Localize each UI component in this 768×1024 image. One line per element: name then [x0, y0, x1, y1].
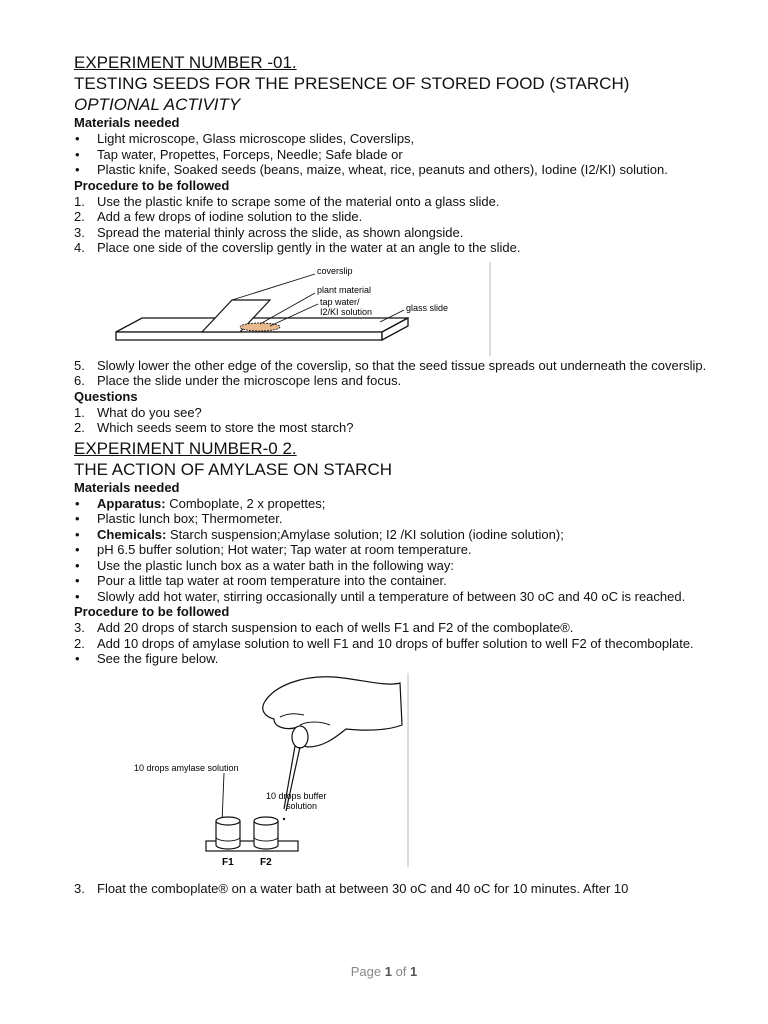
slide-diagram-figure — [74, 256, 724, 358]
list-item: • Pour a little tap water at room temperature into the container. — [74, 573, 724, 589]
well-f2-label: F2 — [260, 856, 272, 868]
list-item: • pH 6.5 buffer solution; Hot water; Tap water at room temperature. — [74, 542, 724, 558]
comboplate-diagram — [124, 673, 424, 869]
list-item: 3. Add 20 drops of starch suspension to each of wells F1 and F2 of the comboplate®. — [74, 620, 574, 635]
list-item: 3. Spread the material thinly across the slide, as shown alongside. — [74, 224, 464, 240]
page-indicator: Page 1 of 1 — [350, 964, 418, 979]
coverslip-label: coverslip — [317, 265, 353, 276]
list-item: • Apparatus: Comboplate, 2 x propettes; — [74, 496, 724, 512]
exp2-materials-list — [74, 496, 724, 605]
ki-solution-label: I2/KI solution — [320, 306, 373, 317]
plant-material-label: plant material — [317, 284, 372, 295]
exp1-materials-heading: Materials needed — [74, 115, 180, 130]
exp2-last-step — [74, 881, 724, 897]
list-item: 2. Add 10 drops of amylase solution to well F1 and 10 drops of buffer solution to well F2 of thecomboplate. — [74, 635, 694, 651]
exp1-subtitle: TESTING SEEDS FOR THE PRESENCE OF STORED FOOD (STARCH) — [74, 74, 630, 93]
buffer-label-line2: solution — [286, 800, 318, 811]
exp1-questions-list — [74, 405, 724, 436]
exp1-questions-heading: Questions — [74, 388, 138, 404]
exp2-procedure-list — [74, 620, 724, 651]
list-item: • See the figure below. — [74, 651, 724, 667]
exp1-optional-activity: OPTIONAL ACTIVITY — [74, 95, 241, 114]
list-item: • Slowly add hot water, stirring occasionally until a temperature of between 30 oC and 40 oC is reached. — [74, 589, 724, 605]
exp1-title: EXPERIMENT NUMBER -01. — [74, 53, 297, 72]
list-item: • Light microscope, Glass microscope slides, Coverslips, — [74, 131, 724, 147]
list-item: • Tap water, Propettes, Forceps, Needle; Safe blade or — [74, 147, 724, 163]
list-item: 2. Add a few drops of iodine solution to the slide. — [74, 209, 363, 224]
exp2-see-figure-list — [74, 651, 724, 667]
exp1-procedure-list-continued — [74, 358, 724, 389]
exp2-title: EXPERIMENT NUMBER-0 2. — [74, 438, 297, 458]
list-item: • Chemicals: Starch suspension;Amylase solution; I2 /KI solution (iodine solution); — [74, 527, 724, 543]
list-item: 1. Use the plastic knife to scrape some of the material onto a glass slide. — [74, 193, 500, 209]
buffer-label-line1: 10 drops buffer — [266, 790, 327, 801]
document-page — [74, 52, 724, 896]
list-item: 3. Float the comboplate® on a water bath at between 30 oC and 40 oC for 10 minutes. After 10 — [74, 880, 629, 896]
well-f1-label: F1 — [222, 856, 234, 868]
exp2-subtitle: THE ACTION OF AMYLASE ON STARCH — [74, 459, 393, 479]
tap-water-label: tap water/ — [320, 296, 360, 307]
exp1-procedure-list — [74, 194, 724, 256]
exp2-materials-heading: Materials needed — [74, 479, 180, 495]
list-item: • Use the plastic lunch box as a water bath in the following way: — [74, 558, 724, 574]
comboplate-figure — [74, 667, 724, 867]
list-item: 2. Which seeds seem to store the most starch? — [74, 420, 354, 435]
amylase-label: 10 drops amylase solution — [134, 762, 239, 773]
glass-slide-label: glass slide — [406, 302, 449, 313]
list-item: 4. Place one side of the coverslip gently in the water at an angle to the slide. — [74, 240, 521, 255]
exp2-procedure-heading: Procedure to be followed — [74, 604, 230, 619]
exp1-procedure-heading: Procedure to be followed — [74, 177, 230, 193]
slide-diagram — [110, 260, 540, 360]
list-item: • Plastic knife, Soaked seeds (beans, maize, wheat, rice, peanuts and others), Iodine (I2/KI) solution. — [74, 162, 724, 178]
list-item: • Plastic lunch box; Thermometer. — [74, 511, 724, 527]
list-item: 6. Place the slide under the microscope lens and focus. — [74, 373, 402, 388]
list-item: 5. Slowly lower the other edge of the coverslip, so that the seed tissue spreads out underneath the coverslip. — [74, 357, 707, 373]
exp1-materials-list — [74, 131, 724, 178]
list-item: 1. What do you see? — [74, 404, 202, 420]
